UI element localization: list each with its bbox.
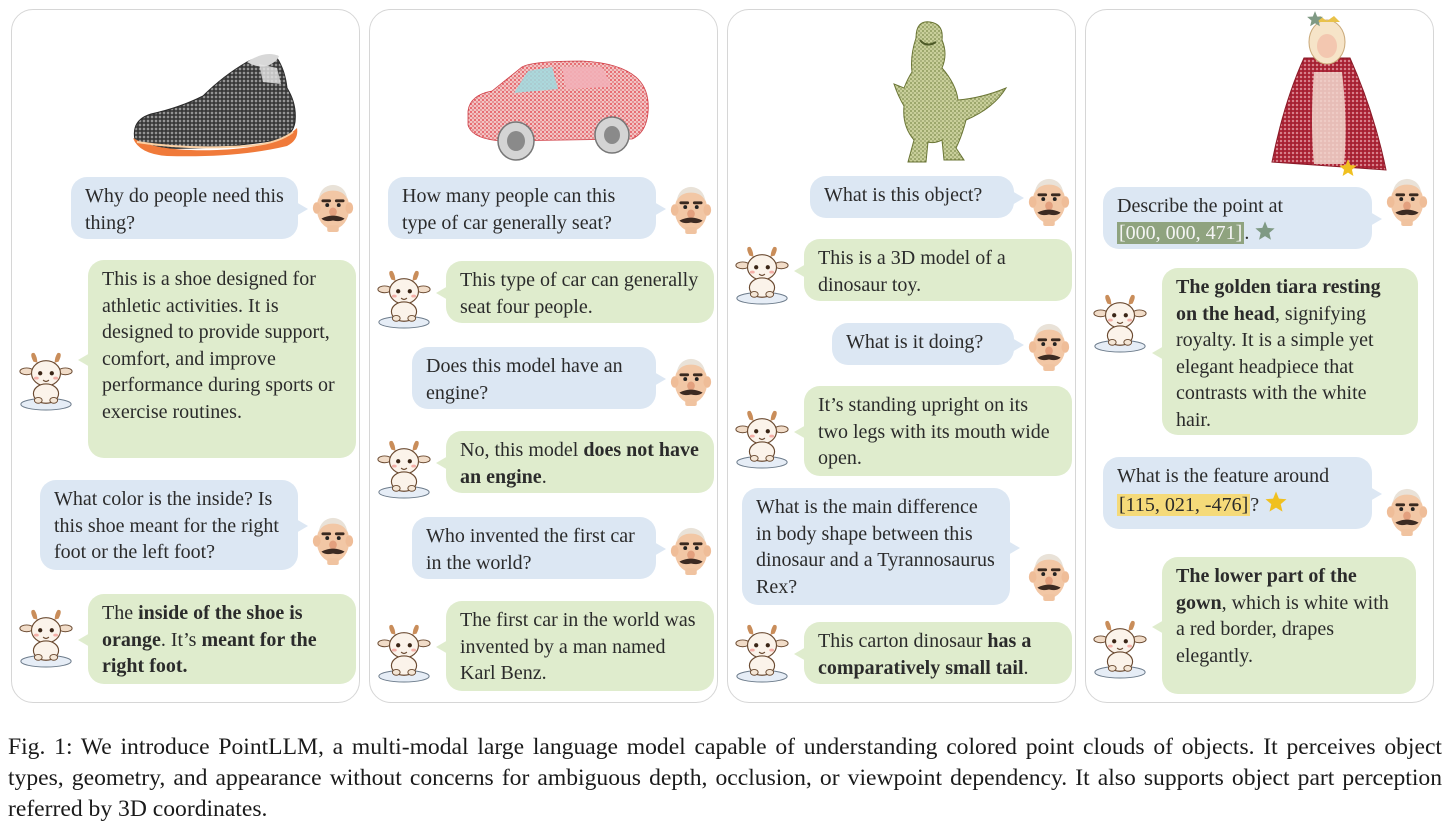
user-message: [1103, 187, 1372, 249]
star-icon: [1254, 220, 1276, 242]
message-bold-text: inside of the shoe is orange: [102, 602, 303, 651]
assistant-message: [1162, 268, 1418, 435]
goat-avatar-icon: [1091, 618, 1149, 680]
message-text: .: [1244, 221, 1250, 244]
message-text: What is this object?: [824, 184, 983, 206]
assistant-message: [446, 431, 714, 493]
message-text: What is it doing?: [846, 331, 984, 353]
coordinate-highlight: [000, 000, 471]: [1119, 221, 1243, 244]
message-text: Why do people need this thing?: [85, 185, 284, 234]
assistant-message: [804, 239, 1072, 301]
message-text: Who invented the first car in the world?: [426, 525, 635, 574]
assistant-message: [446, 261, 714, 323]
goat-avatar-icon: [17, 607, 75, 669]
message-text: The first car in the world was invented by a man named Karl Benz.: [460, 609, 696, 684]
message-bold-text: meant for the right foot.: [102, 628, 317, 677]
goat-avatar-icon: [733, 622, 791, 684]
panel-doll: [1085, 9, 1434, 703]
user-avatar-icon: [667, 523, 715, 577]
user-avatar-icon: [1383, 174, 1431, 228]
message-text: . It’s: [160, 628, 202, 651]
message-text: This type of car can generally seat four people.: [460, 269, 699, 318]
user-avatar-icon: [1025, 174, 1073, 228]
assistant-message: [1162, 557, 1416, 694]
assistant-message: [804, 622, 1072, 684]
goat-avatar-icon: [17, 350, 75, 412]
user-message: [832, 323, 1014, 365]
user-message: [40, 480, 298, 570]
doll-point-cloud-image: [1264, 12, 1394, 177]
message-text: How many people can this type of car generally seat?: [402, 185, 616, 234]
star-icon: [1264, 490, 1288, 514]
shoe-point-cloud-image: [127, 48, 302, 158]
user-message: [1103, 457, 1372, 529]
car-point-cloud-image: [462, 55, 654, 165]
assistant-message: [88, 260, 356, 458]
user-avatar-icon: [309, 513, 357, 567]
dinosaur-point-cloud-image: [886, 18, 1016, 168]
goat-avatar-icon: [733, 408, 791, 470]
message-text: No, this model: [460, 439, 584, 461]
user-avatar-icon: [1383, 484, 1431, 538]
message-text: This is a shoe designed for athletic activities. It is designed to provide support, comfort, and improve performance during sports or exercise routines.: [102, 268, 335, 423]
user-avatar-icon: [667, 354, 715, 408]
message-text: .: [541, 465, 547, 488]
panel-shoe: [11, 9, 360, 703]
goat-avatar-icon: [375, 622, 433, 684]
goat-avatar-icon: [733, 244, 791, 306]
message-text: , which is white with a red border, drapes elegantly.: [1176, 591, 1389, 667]
goat-avatar-icon: [375, 438, 433, 500]
message-text: What is the main difference in body shape between this dinosaur and a Tyrannosaurus Rex?: [756, 496, 995, 598]
figure-caption: Fig. 1: We introduce PointLLM, a multi-modal large language model capable of understanding colored point clouds of objects. It perceives object types, geometry, and appearance without concerns for ambiguous depth, occlusion, or viewpoint dependency. It also supports object part perception referred by 3D coordinates.: [8, 734, 1442, 822]
message-text: What is the feature around: [1117, 465, 1330, 487]
star-icon: [1338, 158, 1358, 178]
message-text: The: [102, 602, 139, 624]
panel-car: [369, 9, 718, 703]
message-text: ?: [1250, 493, 1260, 516]
user-message: [742, 488, 1010, 605]
assistant-message: [88, 594, 356, 684]
message-text: Does this model have an engine?: [426, 355, 623, 404]
user-avatar-icon: [309, 180, 357, 234]
goat-avatar-icon: [375, 268, 433, 330]
message-bold-text: does not have an engine: [460, 439, 699, 488]
message-text: What color is the inside? Is this shoe meant for the right foot or the left foot?: [54, 488, 279, 563]
user-message: [810, 176, 1014, 218]
user-message: [412, 517, 656, 579]
panel-dinosaur: [727, 9, 1076, 703]
message-bold-text: The lower part of the gown: [1176, 565, 1357, 614]
message-text: This is a 3D model of a dinosaur toy.: [818, 247, 1006, 296]
message-bold-text: has a comparatively small tail: [818, 630, 1032, 679]
message-text: Describe the point at: [1117, 195, 1284, 217]
assistant-message: [804, 386, 1072, 476]
message-text: .: [1023, 656, 1029, 679]
message-text: This carton dinosaur: [818, 630, 988, 652]
user-message: [71, 177, 298, 239]
user-avatar-icon: [667, 182, 715, 236]
message-text: It’s standing upright on its two legs with its mouth wide open.: [818, 394, 1050, 469]
message-bold-text: The golden tiara resting on the head: [1176, 276, 1381, 325]
star-icon: [1306, 10, 1324, 28]
user-avatar-icon: [1025, 549, 1073, 603]
message-text: , signifying royalty. It is a simple yet elegant headpiece that contrasts with the white hair.: [1176, 302, 1374, 431]
user-message: [412, 347, 656, 409]
coordinate-highlight: [115, 021, -476]: [1119, 493, 1249, 516]
goat-avatar-icon: [1091, 292, 1149, 354]
user-avatar-icon: [1025, 319, 1073, 373]
user-message: [388, 177, 656, 239]
assistant-message: [446, 601, 714, 691]
